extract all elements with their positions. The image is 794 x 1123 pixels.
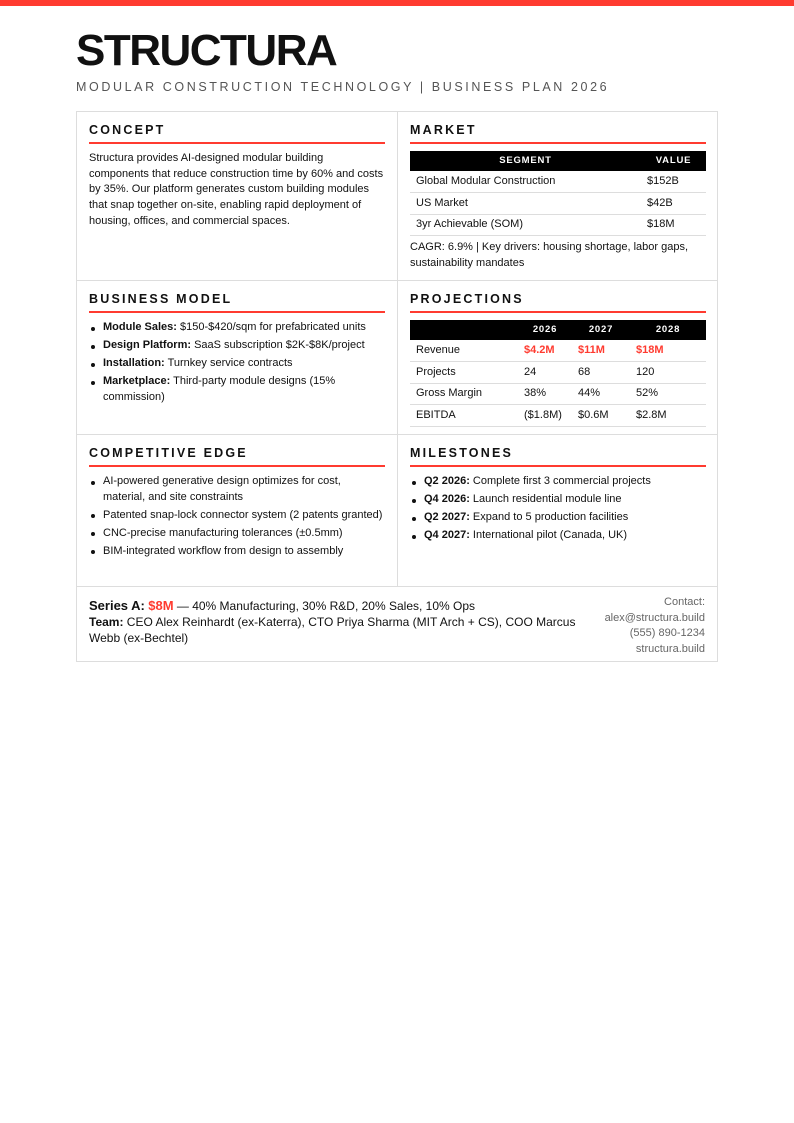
cell: $4.2M xyxy=(518,340,572,362)
list-item xyxy=(89,338,385,354)
cell: 120 xyxy=(630,362,706,384)
item-label: Module Sales: xyxy=(103,321,177,333)
cell: $11M xyxy=(572,340,630,362)
market-note: CAGR: 6.9% | Key drivers: housing shortage, labor gaps, sustainability mandates xyxy=(410,241,688,269)
content-grid xyxy=(76,111,718,587)
cell: $2.8M xyxy=(630,405,706,427)
list-item xyxy=(410,510,706,526)
cell: 52% xyxy=(630,383,706,405)
item-label: Installation: xyxy=(103,357,165,369)
contact-label: Contact: xyxy=(664,596,705,608)
cell: Global Modular Construction xyxy=(410,171,641,193)
footer xyxy=(76,585,718,662)
list-item xyxy=(89,374,385,405)
milestones-section xyxy=(398,435,718,586)
column-header xyxy=(410,320,518,340)
cell: 44% xyxy=(572,383,630,405)
contact-email[interactable]: alex@structura.build xyxy=(604,611,705,624)
table-row xyxy=(410,340,706,362)
series-amount: $8M xyxy=(148,598,174,613)
cell: 68 xyxy=(572,362,630,384)
column-header: VALUE xyxy=(641,151,706,171)
section-heading: BUSINESS MODEL xyxy=(89,292,385,313)
item-text: Third-party module designs (15% commission) xyxy=(103,375,336,403)
cell: $152B xyxy=(641,171,706,193)
list-item xyxy=(89,356,385,372)
cell: EBITDA xyxy=(410,405,518,427)
table-row xyxy=(410,193,706,215)
item-label: Marketplace: xyxy=(103,375,171,387)
list-item xyxy=(410,474,706,490)
table-row xyxy=(410,214,706,236)
cell: 38% xyxy=(518,383,572,405)
cell: Projects xyxy=(410,362,518,384)
column-header: 2027 xyxy=(572,320,630,340)
section-heading: PROJECTIONS xyxy=(410,292,706,313)
item-label: Q4 2026: xyxy=(424,493,470,505)
table-row xyxy=(410,362,706,384)
cell: 3yr Achievable (SOM) xyxy=(410,214,641,236)
projections-section xyxy=(398,281,718,435)
list-item: AI-powered generative design optimizes for cost, material, and site constraints xyxy=(89,474,385,505)
list-item: Patented snap-lock connector system (2 patents granted) xyxy=(89,508,385,524)
section-heading: MARKET xyxy=(410,123,706,144)
cell: Revenue xyxy=(410,340,518,362)
item-text: Launch residential module line xyxy=(469,493,622,505)
concept-section xyxy=(77,112,398,281)
cell: ($1.8M) xyxy=(518,405,572,427)
item-text: $150-$420/sqm for prefabricated units xyxy=(176,321,366,333)
section-heading: COMPETITIVE EDGE xyxy=(89,446,385,467)
contact-website[interactable]: structura.build xyxy=(635,642,705,655)
competitive-edge-section xyxy=(77,435,398,586)
column-header: SEGMENT xyxy=(410,151,641,171)
table-row xyxy=(410,171,706,193)
table-row xyxy=(410,383,706,405)
contact-block xyxy=(605,595,705,657)
list-item: BIM-integrated workflow from design to assembly xyxy=(89,544,385,560)
cell: $42B xyxy=(641,193,706,215)
series-text: — 40% Manufacturing, 30% R&D, 20% Sales, 10% Ops xyxy=(173,599,476,613)
cell: US Market xyxy=(410,193,641,215)
section-heading: MILESTONES xyxy=(410,446,706,467)
table-row xyxy=(410,405,706,427)
item-label: Design Platform: xyxy=(103,339,192,351)
team-label: Team: xyxy=(89,615,124,629)
page-subtitle: MODULAR CONSTRUCTION TECHNOLOGY | BUSINESS PLAN 2026 xyxy=(76,80,610,94)
market-section xyxy=(398,112,718,281)
series-label: Series A: xyxy=(89,598,145,613)
item-label: Q2 2027: xyxy=(424,511,470,523)
projections-table xyxy=(410,320,706,427)
list-item xyxy=(89,320,385,336)
column-header: 2028 xyxy=(630,320,706,340)
column-header: 2026 xyxy=(518,320,572,340)
team-text: CEO Alex Reinhardt (ex-Katerra), CTO Priya Sharma (MIT Arch + CS), COO Marcus Webb (ex-Bechtel) xyxy=(89,615,576,645)
cell: $18M xyxy=(630,340,706,362)
section-heading: CONCEPT xyxy=(89,123,385,144)
list-item: CNC-precise manufacturing tolerances (±0.5mm) xyxy=(89,526,385,542)
market-table xyxy=(410,151,706,236)
accent-bar xyxy=(0,0,794,6)
item-text: Expand to 5 production facilities xyxy=(469,511,629,523)
list-item xyxy=(410,492,706,508)
list-item xyxy=(410,528,706,544)
item-text: SaaS subscription $2K-$8K/project xyxy=(191,339,365,351)
item-text: Complete first 3 commercial projects xyxy=(469,475,651,487)
item-label: Q4 2027: xyxy=(424,529,470,541)
contact-phone: (555) 890-1234 xyxy=(629,627,705,639)
page-title: STRUCTURA xyxy=(76,26,337,75)
funding-summary xyxy=(89,598,584,646)
item-label: Q2 2026: xyxy=(424,475,470,487)
item-text: Turnkey service contracts xyxy=(164,357,293,369)
business-model-section xyxy=(77,281,398,435)
cell: 24 xyxy=(518,362,572,384)
cell: $18M xyxy=(641,214,706,236)
item-text: International pilot (Canada, UK) xyxy=(469,529,628,541)
cell: Gross Margin xyxy=(410,383,518,405)
cell: $0.6M xyxy=(572,405,630,427)
concept-text: Structura provides AI-designed modular building components that reduce construction time by 60% and costs by 35%. Our platform generates custom building modules that snap together on-site, enabling rapid deployment of housing, offices, and commercial spaces. xyxy=(89,152,384,227)
